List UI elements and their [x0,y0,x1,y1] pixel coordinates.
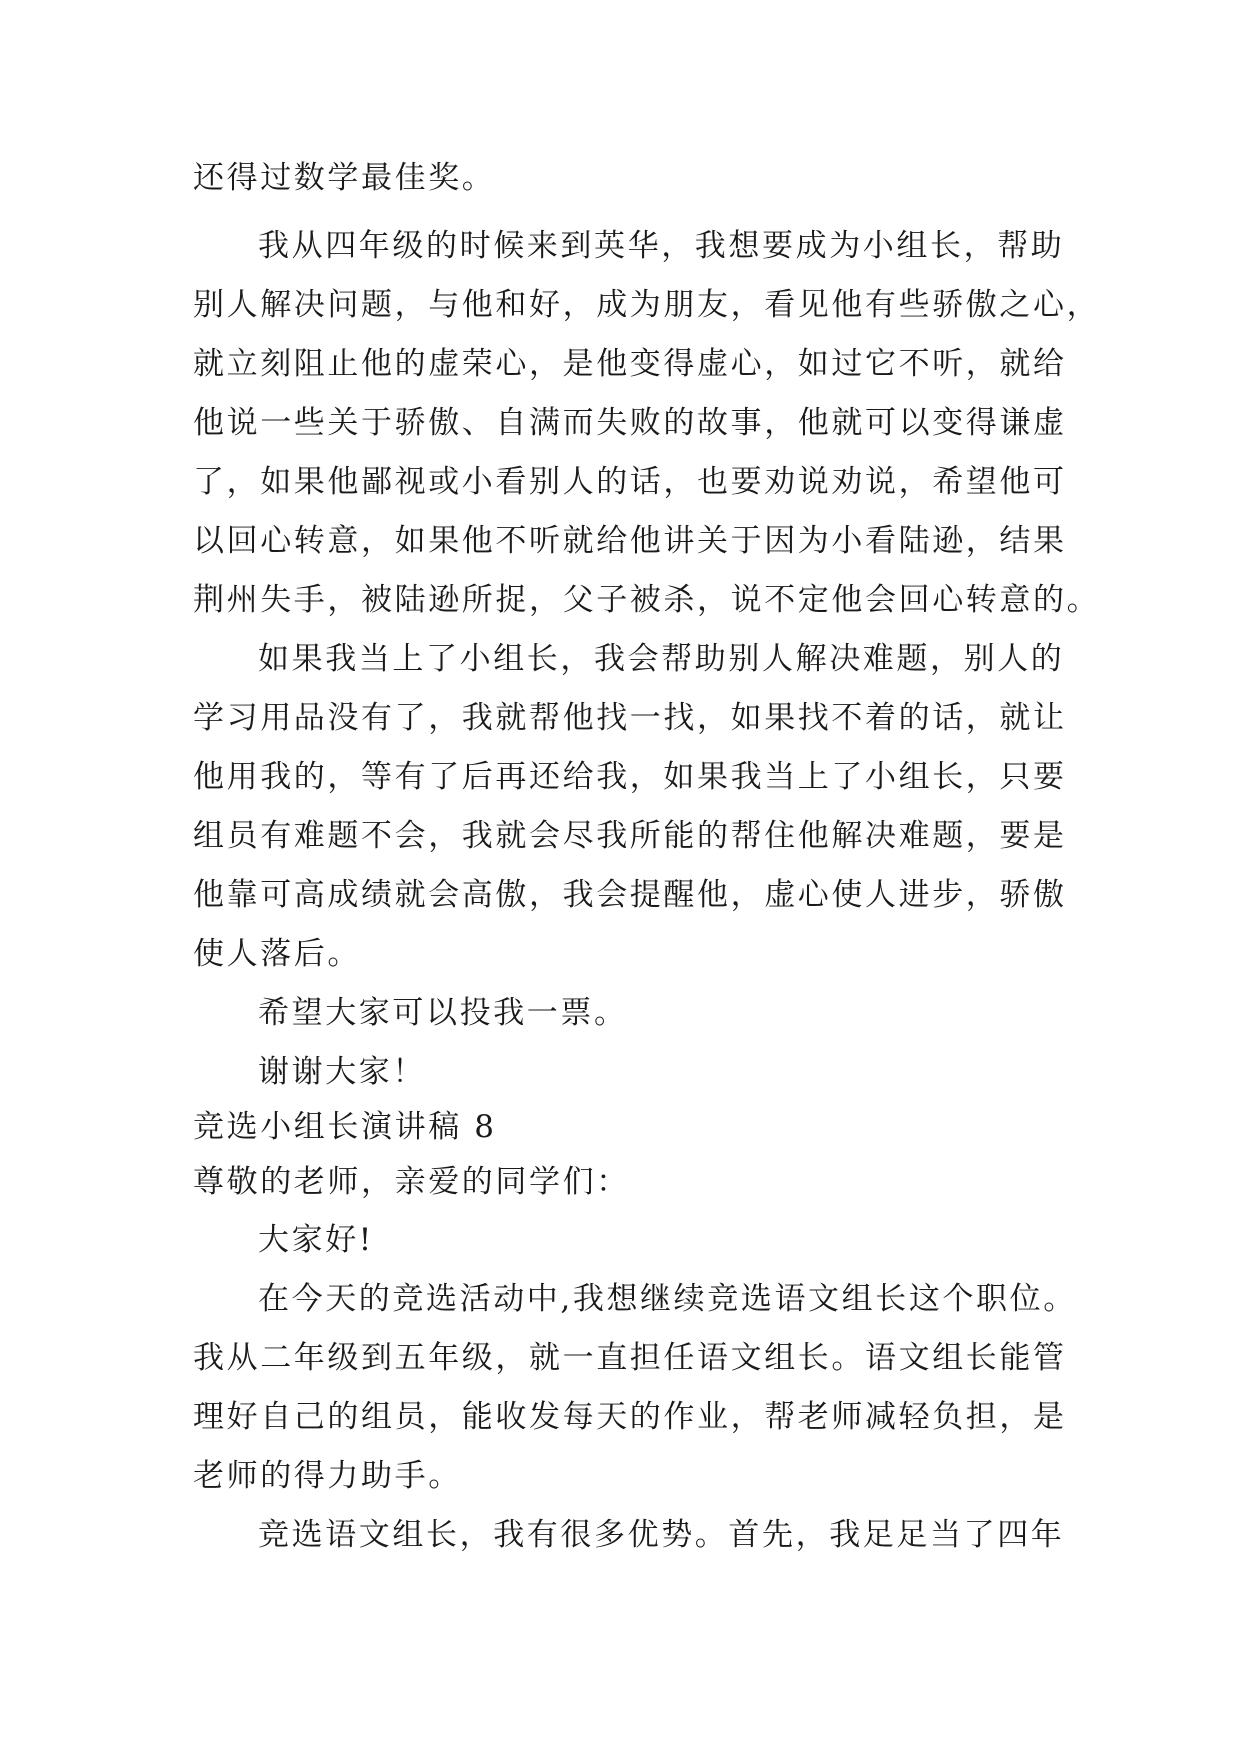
paragraph-line: 荆州失手，被陆逊所捉，父子被杀，说不定他会回心转意的。 [193,582,1101,618]
paragraph-line: 了，如果他鄙视或小看别人的话，也要劝说劝说，希望他可 [193,464,1067,500]
paragraph-line: 谢谢大家！ [258,1054,426,1090]
paragraph-line: 他靠可高成绩就会高傲，我会提醒他，虚心使人进步，骄傲 [193,877,1067,913]
paragraph-line: 别人解决问题，与他和好，成为朋友，看见他有些骄傲之心， [193,287,1101,323]
paragraph-line: 希望大家可以投我一票。 [258,995,628,1031]
section-heading: 竞选小组长演讲稿 8 [193,1109,497,1145]
paragraph-line: 老师的得力助手。 [193,1458,462,1494]
paragraph-line: 他说一些关于骄傲、自满而失败的故事，他就可以变得谦虚 [193,405,1067,441]
paragraph-line: 我从二年级到五年级，就一直担任语文组长。语文组长能管 [193,1340,1067,1376]
paragraph-line: 组员有难题不会，我就会尽我所能的帮住他解决难题，要是 [193,818,1067,854]
paragraph-line: 学习用品没有了，我就帮他找一找，如果找不着的话，就让 [193,700,1067,736]
paragraph-line: 使人落后。 [193,936,361,972]
paragraph-line: 他用我的，等有了后再还给我，如果我当上了小组长，只要 [193,759,1067,795]
paragraph-line: 如果我当上了小组长，我会帮助别人解决难题，别人的 [258,641,1065,677]
paragraph-line: 就立刻阻止他的虚荣心，是他变得虚心，如过它不听，就给 [193,346,1067,382]
paragraph-line: 竞选语文组长，我有很多优势。首先，我足足当了四年 [258,1517,1065,1553]
salutation: 尊敬的老师，亲爱的同学们： [193,1164,630,1200]
paragraph-line: 在今天的竞选活动中,我想继续竞选语文组长这个职位。 [258,1281,1077,1317]
paragraph-line: 以回心转意，如果他不听就给他讲关于因为小看陆逊，结果 [193,523,1067,559]
paragraph-line: 还得过数学最佳奖。 [193,160,496,196]
paragraph-line: 大家好! [258,1222,374,1258]
paragraph-line: 理好自己的组员，能收发每天的作业，帮老师减轻负担，是 [193,1399,1067,1435]
paragraph-line: 我从四年级的时候来到英华，我想要成为小组长，帮助 [258,228,1065,264]
